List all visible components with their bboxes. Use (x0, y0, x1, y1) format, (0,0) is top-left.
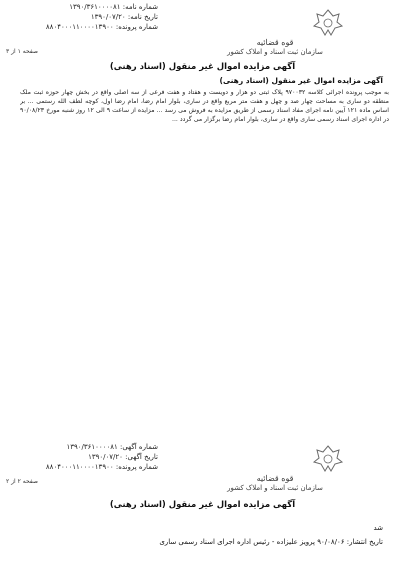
notice-body (20, 88, 389, 428)
publication-footer: تاریخ انتشار: ۹۰/۰۸/۰۶ پرویز علیزاده - رئیس اداره اجرای اسناد رسمی ساری (159, 538, 383, 546)
page-title: آگهی مزایده اموال غیر منقول (اسناد رهنی) (109, 500, 296, 510)
judiciary-name: قوه قضائیه (256, 474, 294, 483)
notice-2 (0, 440, 405, 576)
letter-number: شماره نامه: ۱۳۹۰/۳۶۱۰۰۰۰۸۱ (69, 3, 158, 11)
judiciary-name: قوه قضائیه (256, 38, 294, 47)
notice-body-text: به موجب پرونده اجرائی کلاسه ۹۷۰۰۳۲ پلاک ثبتی دو هزار و دویست و هفتاد و هفت فرعی از سه اصلی واقع در بخش چهار حوزه ثبت ملک منطقه دو ساری به مساحت چهار صد و چهل و هفت متر مربع واقع در ساری، بلوار امام رضا، امام رضا اول، کوچه لطف الله رستمی ... بر اساس ماده ۱۲۱ آیین نامه اجرای مفاد اسناد رسمی از طریق مزایده به فروش می رسد ... مزایده از ساعت ۹ الی ۱۲ روز شنبه مورخ ۹۰/۰۸/۲۳ در اداره اجرای اسناد رسمی ساری واقع در ساری، بلوار امام رضا برگزار می گردد ... (20, 89, 389, 123)
notice-number: شماره آگهی: ۱۳۹۰/۳۶۱۰۰۰۰۸۱ (66, 443, 158, 451)
notice-date: تاریخ آگهی: ۱۳۹۰/۰۷/۲۰ (88, 453, 158, 462)
header-emblem-area (0, 8, 405, 58)
judiciary-emblem-icon (311, 8, 345, 38)
case-number: شماره پرونده: ۸۸۰۴۰۰۰۱۱۰۰۰۰۱۳۹۰۰ (45, 23, 158, 32)
brand-text (215, 38, 335, 57)
notice-subtitle: آگهی مزایده اموال غیر منقول (اسناد رهنی) (219, 76, 383, 85)
notice-tail-text: شد (373, 524, 383, 532)
header-emblem-area (0, 444, 405, 494)
case-number: شماره پرونده: ۸۸۰۴۰۰۰۱۱۰۰۰۰۱۳۹۰۰ (45, 463, 158, 472)
judiciary-emblem-icon (311, 444, 345, 474)
page-number: صفحه ۲ از ۲ (6, 478, 38, 485)
organization-name: سازمان ثبت اسناد و املاک کشور (227, 484, 323, 492)
brand-text (215, 474, 335, 493)
organization-name: سازمان ثبت اسناد و املاک کشور (227, 48, 323, 56)
page-title: آگهی مزایده اموال غیر منقول (اسناد رهنی) (109, 62, 296, 72)
page-number: صفحه ۱ از ۳ (6, 48, 38, 55)
letter-date: تاریخ نامه: ۱۳۹۰/۰۷/۲۰ (90, 13, 158, 22)
